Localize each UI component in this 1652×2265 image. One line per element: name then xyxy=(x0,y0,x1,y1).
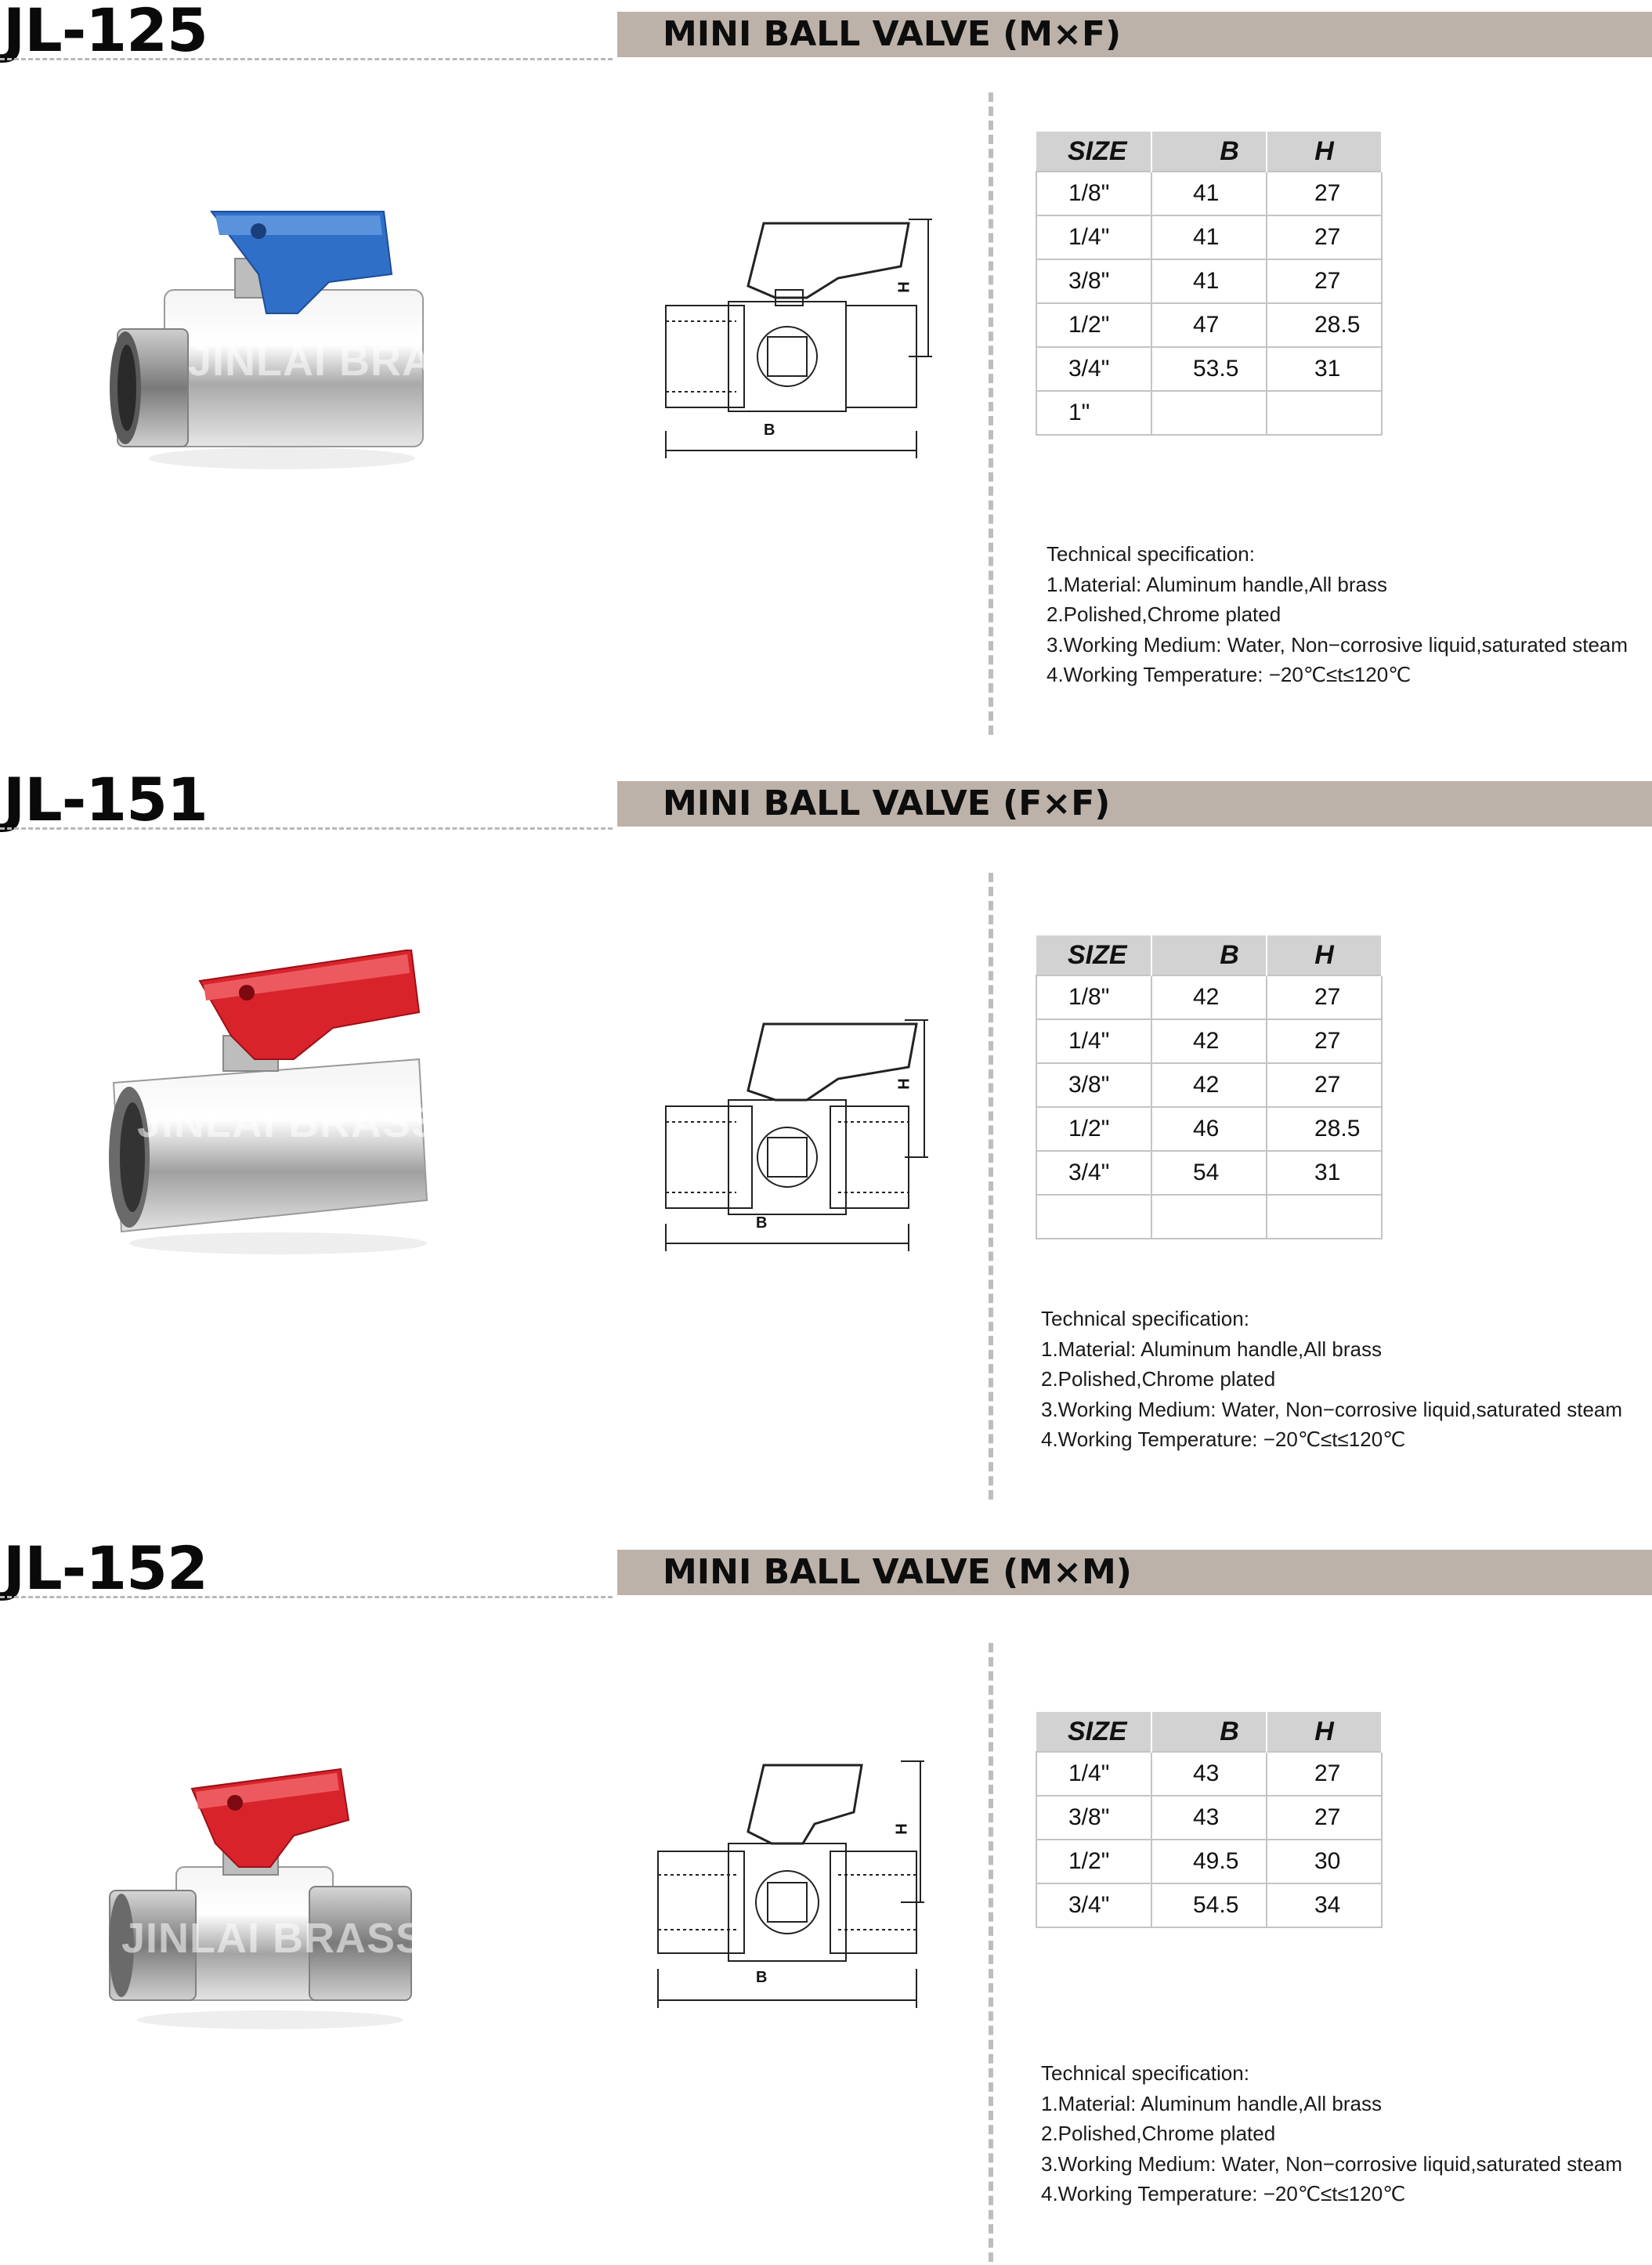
table-row xyxy=(1036,303,1382,347)
cell-b: 54 xyxy=(1151,1151,1267,1195)
cell-size: 3/8" xyxy=(1036,1063,1151,1107)
spec-line: 4.Working Temperature: −20℃≤t≤120℃ xyxy=(1047,663,1412,686)
title-bar xyxy=(617,781,1652,827)
table-header-row xyxy=(1036,132,1382,172)
cell-h: 31 xyxy=(1267,347,1382,391)
cell-h: 27 xyxy=(1267,1796,1382,1840)
product-title: MINI BALL VALVE (F×F) xyxy=(663,783,1111,823)
cell-size: 1" xyxy=(1036,391,1151,435)
size-table xyxy=(1036,935,1383,1239)
cell-h: 27 xyxy=(1267,259,1382,303)
header-size: SIZE xyxy=(1036,935,1151,975)
table-row xyxy=(1036,347,1382,391)
cell-size: 1/4" xyxy=(1036,215,1151,259)
watermark: JINLAI BRASS xyxy=(137,1099,441,1146)
cell-b xyxy=(1151,391,1267,435)
cell-size: 3/8" xyxy=(1036,259,1151,303)
header-h: H xyxy=(1267,935,1382,975)
valve-photo-icon xyxy=(106,1742,435,2039)
header-b: B xyxy=(1151,132,1267,172)
divider xyxy=(0,1596,613,1598)
valve-photo-icon xyxy=(102,157,446,486)
table-header-row xyxy=(1036,1712,1382,1752)
spec-line: 3.Working Medium: Water, Non−corrosive liquid,saturated steam xyxy=(1041,1397,1623,1421)
cell-b: 41 xyxy=(1151,172,1267,215)
cell-h: 28.5 xyxy=(1267,303,1382,347)
cell-b: 42 xyxy=(1151,975,1267,1019)
dimension-label-h: H xyxy=(895,1078,913,1090)
cell-b: 53.5 xyxy=(1151,347,1267,391)
column-divider xyxy=(989,1643,993,2262)
cell-b: 54.5 xyxy=(1151,1883,1267,1927)
table-row xyxy=(1036,1151,1382,1195)
cell-b: 42 xyxy=(1151,1019,1267,1063)
cell-size: 3/4" xyxy=(1036,1151,1151,1195)
cell-size: 1/2" xyxy=(1036,303,1151,347)
cell-b: 43 xyxy=(1151,1752,1267,1796)
table-row xyxy=(1036,1019,1382,1063)
model-number: JL-125 xyxy=(3,0,208,65)
drawing-icon xyxy=(650,1012,932,1271)
cell-size: 3/4" xyxy=(1036,347,1151,391)
header-b: B xyxy=(1151,935,1267,975)
spec-line: 2.Polished,Chrome plated xyxy=(1047,602,1281,626)
drawing-icon xyxy=(650,212,932,470)
header-size: SIZE xyxy=(1036,1712,1151,1752)
spec-line: 3.Working Medium: Water, Non−corrosive liquid,saturated steam xyxy=(1047,632,1629,657)
product-photo xyxy=(106,1742,435,2039)
header-size: SIZE xyxy=(1036,132,1151,172)
technical-specs xyxy=(1041,2058,1622,2209)
table-row xyxy=(1036,975,1382,1019)
table-row xyxy=(1036,1195,1382,1239)
table-header-row xyxy=(1036,935,1382,975)
cell-b: 41 xyxy=(1151,215,1267,259)
dimension-label-b: B xyxy=(756,1214,768,1232)
dimension-label-b: B xyxy=(764,422,775,439)
column-divider xyxy=(989,873,993,1500)
technical-drawing xyxy=(642,1757,940,2024)
cell-size xyxy=(1036,1195,1151,1239)
dimension-label-h: H xyxy=(893,1823,911,1835)
cell-h: 27 xyxy=(1267,172,1382,215)
cell-h xyxy=(1267,391,1382,435)
table-row xyxy=(1036,1840,1382,1883)
spec-line: Technical specification: xyxy=(1041,2061,1249,2085)
header-b: B xyxy=(1151,1712,1267,1752)
product-section-jl-125 xyxy=(0,0,1652,768)
cell-size: 3/8" xyxy=(1036,1796,1151,1840)
technical-drawing xyxy=(650,212,932,470)
cell-b: 47 xyxy=(1151,303,1267,347)
cell-size: 1/2" xyxy=(1036,1840,1151,1883)
cell-size: 1/8" xyxy=(1036,172,1151,215)
model-number: JL-152 xyxy=(3,1533,208,1603)
cell-h: 31 xyxy=(1267,1151,1382,1195)
column-divider xyxy=(989,92,993,735)
title-bar xyxy=(617,1550,1652,1595)
watermark: JINLAI BRASS xyxy=(121,1915,425,1962)
technical-specs xyxy=(1047,539,1628,690)
table-row xyxy=(1036,1107,1382,1151)
cell-h: 28.5 xyxy=(1267,1107,1382,1151)
cell-b: 49.5 xyxy=(1151,1840,1267,1883)
table-row xyxy=(1036,172,1382,215)
table-row xyxy=(1036,259,1382,303)
table-row xyxy=(1036,1063,1382,1107)
divider xyxy=(0,58,613,60)
product-section-jl-152 xyxy=(0,1533,1652,2265)
spec-line: Technical specification: xyxy=(1041,1307,1249,1330)
model-number: JL-151 xyxy=(3,765,208,834)
product-photo xyxy=(106,950,450,1263)
technical-specs xyxy=(1041,1304,1622,1455)
product-title: MINI BALL VALVE (M×M) xyxy=(663,1552,1132,1592)
spec-line: 1.Material: Aluminum handle,All brass xyxy=(1047,572,1387,596)
table-row xyxy=(1036,1883,1382,1927)
technical-drawing xyxy=(650,1012,932,1271)
product-title: MINI BALL VALVE (M×F) xyxy=(663,14,1122,54)
spec-line: 1.Material: Aluminum handle,All brass xyxy=(1041,1337,1382,1361)
cell-size: 1/4" xyxy=(1036,1019,1151,1063)
cell-h xyxy=(1267,1195,1382,1239)
cell-h: 27 xyxy=(1267,1752,1382,1796)
cell-b: 42 xyxy=(1151,1063,1267,1107)
header-h: H xyxy=(1267,132,1382,172)
cell-b: 41 xyxy=(1151,259,1267,303)
cell-size: 1/4" xyxy=(1036,1752,1151,1796)
size-table xyxy=(1036,1712,1383,1928)
cell-b xyxy=(1151,1195,1267,1239)
table-row xyxy=(1036,1752,1382,1796)
spec-line: 2.Polished,Chrome plated xyxy=(1041,1367,1276,1391)
table-row xyxy=(1036,1796,1382,1840)
cell-h: 27 xyxy=(1267,215,1382,259)
cell-h: 27 xyxy=(1267,1063,1382,1107)
divider xyxy=(0,827,613,830)
spec-line: 4.Working Temperature: −20℃≤t≤120℃ xyxy=(1041,2182,1406,2205)
dimension-label-h: H xyxy=(895,281,913,293)
size-table xyxy=(1036,132,1383,436)
dimension-label-b: B xyxy=(756,1969,768,1986)
drawing-icon xyxy=(642,1757,940,2024)
cell-h: 30 xyxy=(1267,1840,1382,1883)
cell-size: 1/8" xyxy=(1036,975,1151,1019)
spec-line: 3.Working Medium: Water, Non−corrosive liquid,saturated steam xyxy=(1041,2151,1623,2176)
spec-line: 1.Material: Aluminum handle,All brass xyxy=(1041,2091,1382,2115)
spec-line: 2.Polished,Chrome plated xyxy=(1041,2122,1276,2145)
cell-size: 1/2" xyxy=(1036,1107,1151,1151)
product-section-jl-151 xyxy=(0,765,1652,1537)
watermark: JINLAI BRASS xyxy=(188,338,492,385)
spec-line: 4.Working Temperature: −20℃≤t≤120℃ xyxy=(1041,1427,1406,1451)
table-row xyxy=(1036,215,1382,259)
cell-h: 27 xyxy=(1267,1019,1382,1063)
table-row xyxy=(1036,391,1382,435)
cell-size: 3/4" xyxy=(1036,1883,1151,1927)
header-h: H xyxy=(1267,1712,1382,1752)
cell-h: 34 xyxy=(1267,1883,1382,1927)
spec-line: Technical specification: xyxy=(1047,542,1255,566)
title-bar xyxy=(617,12,1652,57)
cell-b: 46 xyxy=(1151,1107,1267,1151)
cell-b: 43 xyxy=(1151,1796,1267,1840)
cell-h: 27 xyxy=(1267,975,1382,1019)
product-photo xyxy=(102,157,492,486)
